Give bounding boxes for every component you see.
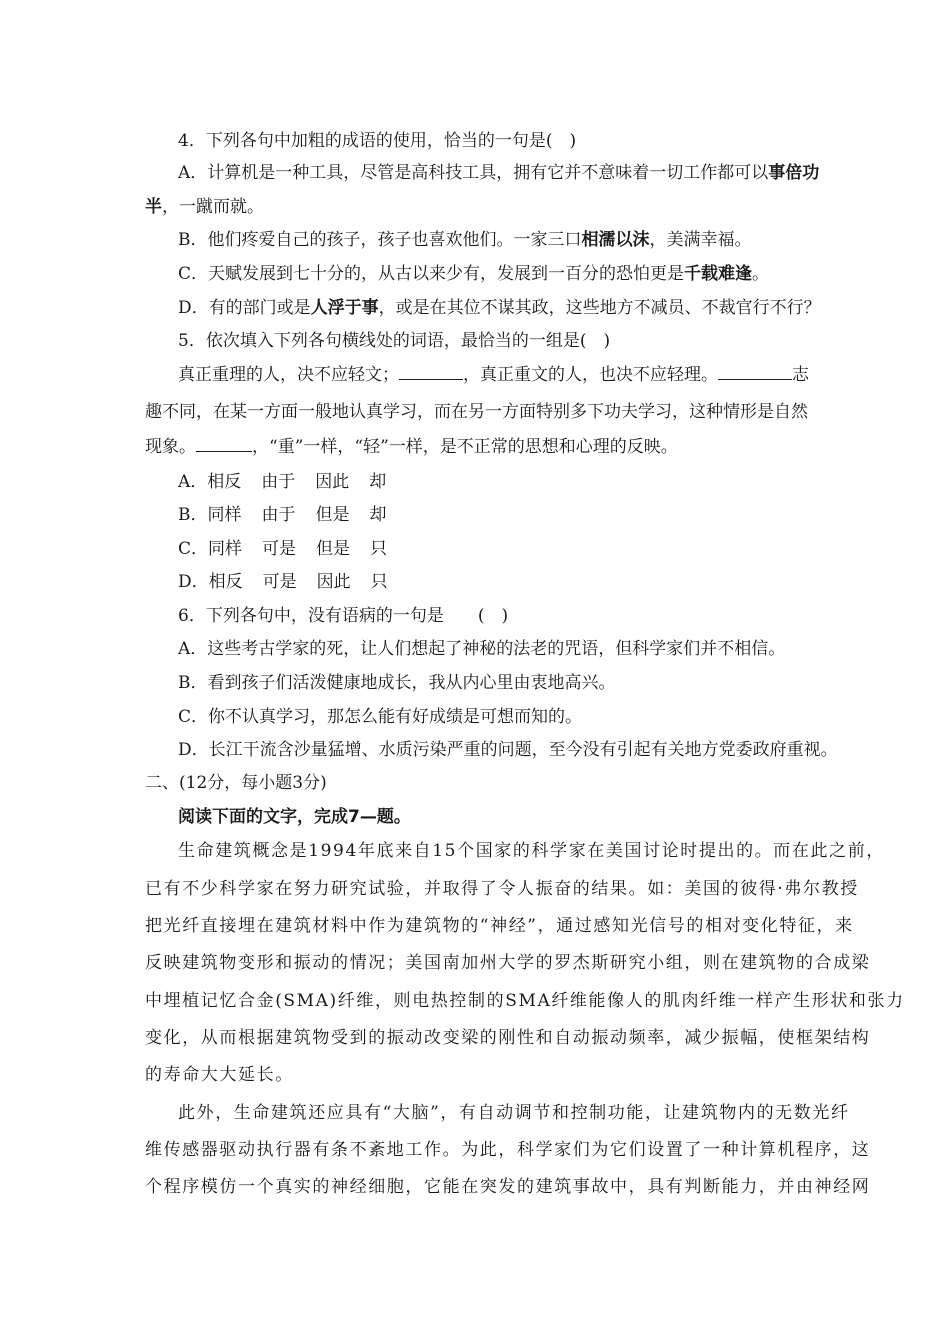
q6-stem: 6．下列各句中，没有语病的一句是 ( ) [178,606,509,626]
fill-blank-3 [196,437,252,452]
q5-option-c-word-4: 只 [370,539,388,559]
q5-passage-line-3 [145,436,678,458]
q6-option-a: A．这些考古学家的死，让人们想起了神秘的法老的咒语，但科学家们并不相信。 [178,639,786,659]
q5-option-d-word-4: 只 [370,572,388,592]
passage-para1-line-4: 反映建筑物变形和振动的情况；美国南加州大学的罗杰斯研究小组，则在建筑物的合成梁 [145,953,871,973]
passage-para1-line-5: 中埋植记忆合金(SMA)纤维，则电热控制的SMA纤维能像人的肌肉纤维一样产生形状和张力 [145,991,905,1011]
passage-para1-line-2: 已有不少科学家在努力研究试验，并取得了令人振奋的结果。如：美国的彼得·弗尔教授 [145,879,859,899]
q5-passage-text-3b: ，“重”一样，“轻”一样，是不正常的思想和心理的反映。 [252,437,678,457]
fill-blank-2 [718,365,792,380]
q5-option-d-label: D．相反 [178,572,243,592]
q4-option-c [178,263,769,285]
q4-option-c-bold: 千载难逢 [684,264,753,284]
q5-option-a-word-2: 由于 [261,472,296,492]
q5-passage-text-1b: ，真正重文的人，也决不应轻理。 [463,365,718,385]
q4-option-a-tail: ，一蹴而就。 [162,197,264,217]
q5-option-a-word-3: 因此 [315,472,350,492]
q5-option-b-word-3: 但是 [315,505,350,525]
q4-option-b-text: B．他们疼爱自己的孩子，孩子也喜欢他们。一家三口 [178,230,582,250]
q4-option-a [178,162,819,184]
q4-option-a-bold-cont: 半 [145,197,162,217]
section-2-instruction-text: 阅读下面的文字，完成7—题。 [178,807,411,827]
q4-option-d-bold: 人浮于事 [310,298,379,318]
passage-para1-line-1: 生命建筑概念是1994年底来自15个国家的科学家在美国讨论时提出的。而在此之前， [178,841,885,861]
q4-option-d-tail: ，或是在其位不谋其政，这些地方不减员、不裁官行不行？ [378,298,821,318]
q4-option-a-bold: 事倍功 [768,163,820,183]
passage-para1-line-7: 的寿命大大延长。 [145,1065,294,1085]
q5-option-b-word-4: 却 [369,505,387,525]
q5-option-c-word-3: 但是 [316,539,351,559]
q5-option-a-word-4: 却 [369,472,387,492]
q5-passage-line-2: 趣不同，在某一方面一般地认真学习，而在另一方面特别多下功夫学习，这种情形是自然 [145,402,808,422]
passage-para2-line-2: 维传感器驱动执行器有条不紊地工作。为此，科学家们为它们设置了一种计算机程序，这 [145,1140,871,1160]
q5-passage-text-3a: 现象。 [145,437,196,457]
q4-stem: 4．下列各句中加粗的成语的使用，恰当的一句是( ) [178,131,577,151]
q5-option-a [178,471,406,493]
q4-option-d-text: D．有的部门或是 [178,298,311,318]
q4-option-b [178,229,752,251]
q5-option-c-label: C．同样 [178,539,243,559]
section-2-instruction [178,806,411,828]
q5-option-d-word-2: 可是 [262,572,297,592]
passage-para2-line-1: 此外，生命建筑还应具有“大脑”，有自动调节和控制功能，让建筑物内的无数光纤 [178,1103,850,1123]
q5-option-a-label: A．相反 [178,472,242,492]
passage-para1-line-3: 把光纤直接埋在建筑材料中作为建筑物的“神经”，通过感知光信号的相对变化特征，来 [145,916,854,936]
q4-option-b-bold: 相濡以沫 [581,230,650,250]
q5-option-b-word-2: 由于 [261,505,296,525]
q5-option-b-label: B．同样 [178,505,242,525]
q4-option-c-tail: 。 [752,264,770,284]
section-2-heading: 二、(12分，每小题3分) [145,773,327,793]
q5-passage-text-1a: 真正重理的人，决不应轻文； [178,365,399,385]
q5-option-b [178,504,407,526]
q6-option-b: B．看到孩子们活泼健康地成长，我从内心里由衷地高兴。 [178,673,616,693]
q4-option-d [178,297,821,319]
q6-option-d: D．长江干流含沙量猛增、水质污染严重的问题，至今没有引起有关地方党委政府重视。 [178,740,838,760]
fill-blank-1 [399,365,463,380]
q5-passage-text-1c: 志 [792,365,809,385]
q6-option-c: C．你不认真学习，那怎么能有好成绩是可想而知的。 [178,707,583,727]
q4-option-c-text: C．天赋发展到七十分的，从古以来少有，发展到一百分的恐怕更是 [178,264,685,284]
q5-option-c-word-2: 可是 [262,539,297,559]
q4-option-a-text: A．计算机是一种工具，尽管是高科技工具，拥有它并不意味着一切工作都可以 [178,163,769,183]
q5-stem: 5．依次填入下列各句横线处的词语，最恰当的一组是( ) [178,331,611,351]
q5-option-d [178,571,408,593]
q4-option-b-tail: ，美满幸福。 [649,230,752,250]
q5-passage-line-1 [178,364,809,386]
q5-option-d-word-3: 因此 [316,572,351,592]
passage-para1-line-6: 变化，从而根据建筑物受到的振动改变梁的刚性和自动振动频率，减少振幅，使框架结构 [145,1028,871,1048]
q5-option-c [178,538,407,560]
passage-para2-line-3: 个程序模仿一个真实的神经细胞，它能在突发的建筑事故中，具有判断能力，并由神经网 [145,1177,871,1197]
q4-option-a-cont [145,196,264,218]
